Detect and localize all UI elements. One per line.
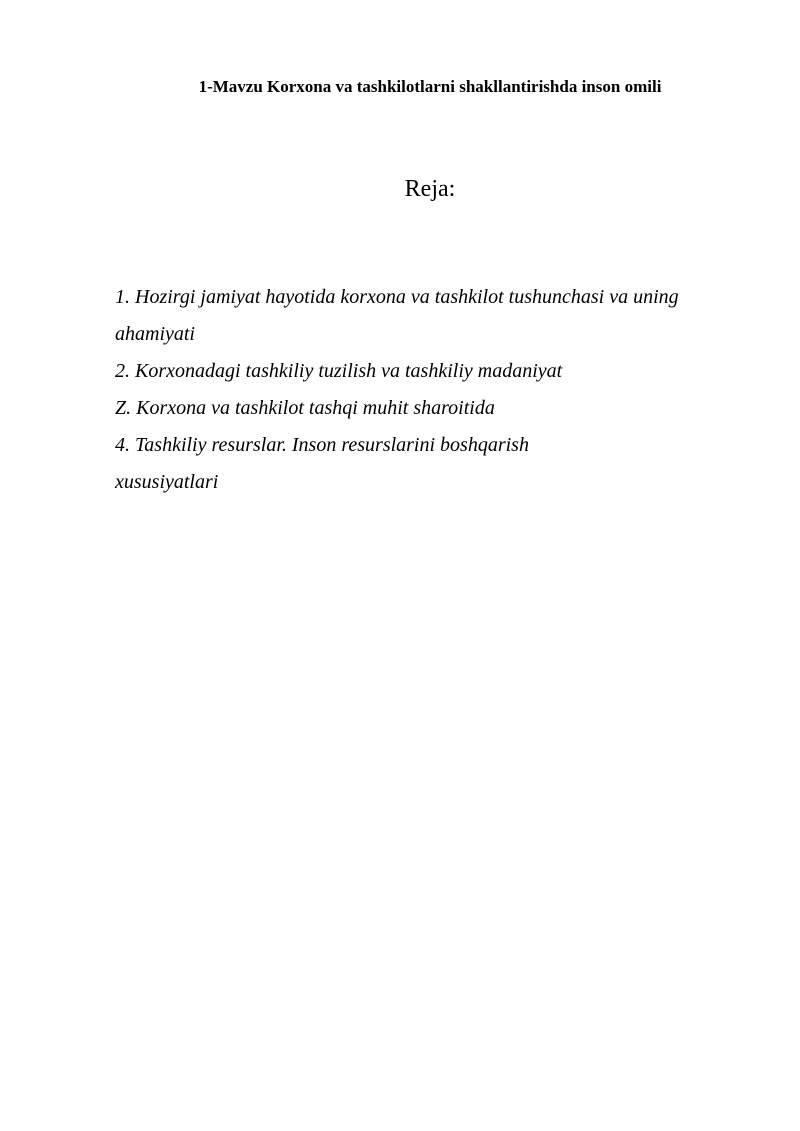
plan-item-4-line-2: xususiyatlari [115,471,219,493]
document-title: 1-Mavzu Korxona va tashkilotlarni shakllantirishda inson omili [198,77,662,96]
plan-item-2: 2. Korxonadagi tashkiliy tuzilish va tashkiliy madaniyat [115,360,563,382]
plan-list [115,279,755,501]
plan-item-1-line-1: 1. Hozirgi jamiyat hayotida korxona va tashkilot tushunchasi va uning [115,286,679,308]
plan-item-1-line-2: ahamiyati [115,323,195,345]
plan-item-3: Z. Korxona va tashkilot tashqi muhit sharoitida [115,397,495,419]
plan-heading: Reja: [404,176,456,202]
plan-item-4-line-1: 4. Tashkiliy resurslar. Inson resurslarini boshqarish [115,434,529,456]
